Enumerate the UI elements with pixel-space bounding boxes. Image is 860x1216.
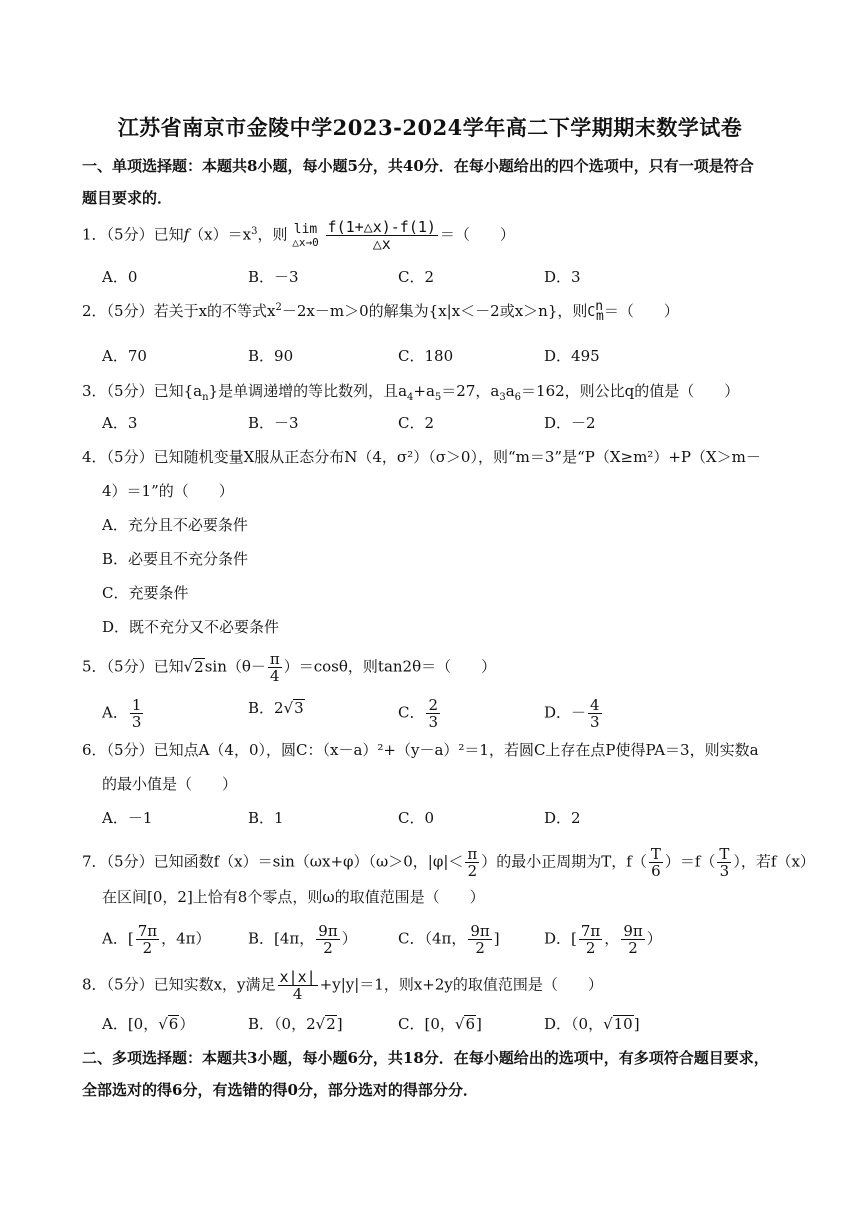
q8-option-d[interactable]: D．（0，√10]: [544, 1015, 640, 1033]
q3-option-b[interactable]: B．－3: [248, 414, 299, 432]
q5-option-d[interactable]: D．－ $\frac{4}{3}$: [544, 696, 600, 731]
q1-option-b[interactable]: B．－3: [248, 268, 299, 286]
q6-option-c[interactable]: C．0: [398, 809, 435, 827]
q7-option-c[interactable]: C．（4π， $\frac{9\pi}{2}$ ]: [398, 922, 500, 957]
section1-line1: 一、单项选择题：本题共8小题，每小题5分，共40分．在每小题给出的四个选项中，只有一项是符合: [82, 157, 754, 175]
question-8-stem: 8．（5分）已知实数x，y满足 $\frac{x|x|}{4}$ +y|y|＝1，则x+2y的取值范围是（ ）: [82, 968, 603, 1003]
q7-option-b[interactable]: B．[4π， $\frac{9\pi}{2}$ ）: [248, 922, 357, 957]
q2-option-a[interactable]: A．70: [102, 347, 147, 365]
difference-quotient: $\frac{f(1+\triangle x)-f(1)}{\triangle x}$: [327, 218, 436, 253]
question-7-line2: 在区间[0，2]上恰有8个零点，则ω的取值范围是（ ）: [102, 888, 485, 906]
question-4-line1: 4．（5分）已知随机变量X服从正态分布N（4，σ²）（σ＞0），则“m＝3”是“P（X≥m²）+P（X＞m－: [82, 448, 761, 466]
q5-option-b[interactable]: B．2√3: [248, 699, 304, 717]
question-7-line1: 7．（5分）已知函数f（x）＝sin（ωx+φ）（ω＞0，|φ|＜ $\frac{\pi}{2}$ ）的最小正周期为T，f（ $\frac{T}{6}$ ）＝f（ $\frac{T}{3}$ ），若f（x）: [82, 845, 815, 880]
q1-option-a[interactable]: A．0: [102, 268, 138, 286]
q4-option-d[interactable]: D．既不充分又不必要条件: [102, 618, 280, 636]
q6-option-a[interactable]: A．－1: [102, 809, 153, 827]
limit-operator: lim △x→0: [292, 221, 319, 249]
section1-line2: 题目要求的．: [82, 189, 173, 207]
q4-option-a[interactable]: A．充分且不必要条件: [102, 516, 248, 534]
question-2-stem: 2．（5分）若关于x的不等式$x^2-2x-m>0$的解集为{x|x＜－2或x＞n}，则Cnm＝（ ）: [82, 299, 679, 324]
q7-option-d[interactable]: D．[ $\frac{7\pi}{2}$ ， $\frac{9\pi}{2}$ ）: [544, 922, 662, 957]
q8-option-c[interactable]: C．[0，√6]: [398, 1015, 482, 1033]
q1-option-c[interactable]: C．2: [398, 268, 435, 286]
q3-option-d[interactable]: D．－2: [544, 414, 596, 432]
question-4-line2: 4）＝1”的（ ）: [102, 482, 234, 500]
section2-line1: 二、多项选择题：本题共3小题，每小题6分，共18分．在每小题给出的选项中，有多项符合题目要求，: [82, 1049, 769, 1067]
q7-option-a[interactable]: A．[ $\frac{7\pi}{2}$ ，4π）: [102, 922, 211, 957]
section1-heading: [82, 150, 782, 214]
q5-option-a[interactable]: A． $\frac{1}{3}$: [102, 696, 142, 731]
section2-heading: [82, 1042, 782, 1106]
q3-option-c[interactable]: C．2: [398, 414, 435, 432]
q6-option-d[interactable]: D．2: [544, 809, 581, 827]
q8-option-a[interactable]: A．[0，√6）: [102, 1015, 195, 1033]
pi-over-four: $\frac{\pi}{4}$: [269, 650, 280, 685]
q8-option-b[interactable]: B．（0，2√2]: [248, 1015, 343, 1033]
q5-option-c[interactable]: C． $\frac{2}{3}$: [398, 696, 439, 731]
question-6-line1: 6．（5分）已知点A（4，0），圆C：（x－a）²+（y－a）²＝1，若圆C上存在点P使得PA＝3，则实数a: [82, 741, 759, 759]
question-6-line2: 的最小值是（ ）: [102, 775, 238, 793]
sqrt-two: 2: [194, 657, 204, 676]
q4-option-c[interactable]: C．充要条件: [102, 584, 189, 602]
q4-option-b[interactable]: B．必要且不充分条件: [102, 550, 249, 568]
q1-option-d[interactable]: D．3: [544, 268, 581, 286]
page-title: 江苏省南京市金陵中学2023-2024学年高二下学期期末数学试卷: [117, 115, 743, 140]
question-5-stem: 5．（5分）已知√2sin（θ－ $\frac{\pi}{4}$ ）＝cosθ，则tan2θ＝（ ）: [82, 650, 497, 685]
q3-option-a[interactable]: A．3: [102, 414, 138, 432]
section2-line2: 全部选对的得6分，有选错的得0分，部分选对的得部分分．: [82, 1081, 478, 1099]
q2-option-d[interactable]: D．495: [544, 347, 600, 365]
q2-option-c[interactable]: C．180: [398, 347, 454, 365]
q6-option-b[interactable]: B．1: [248, 809, 284, 827]
question-1-stem: 1．（5分）已知$f(x)=x^3$，则 lim △x→0 $\frac{f(1+\triangle x)-f(1)}{\triangle x}$ ＝（ ）: [82, 218, 515, 253]
q2-option-b[interactable]: B．90: [248, 347, 294, 365]
question-3-stem: 3．（5分）已知$\{a_n\}$是单调递增的等比数列，且$a_4+a_5=27$，$a_3a_6=162$，则公比q的值是（ ）: [82, 382, 740, 403]
